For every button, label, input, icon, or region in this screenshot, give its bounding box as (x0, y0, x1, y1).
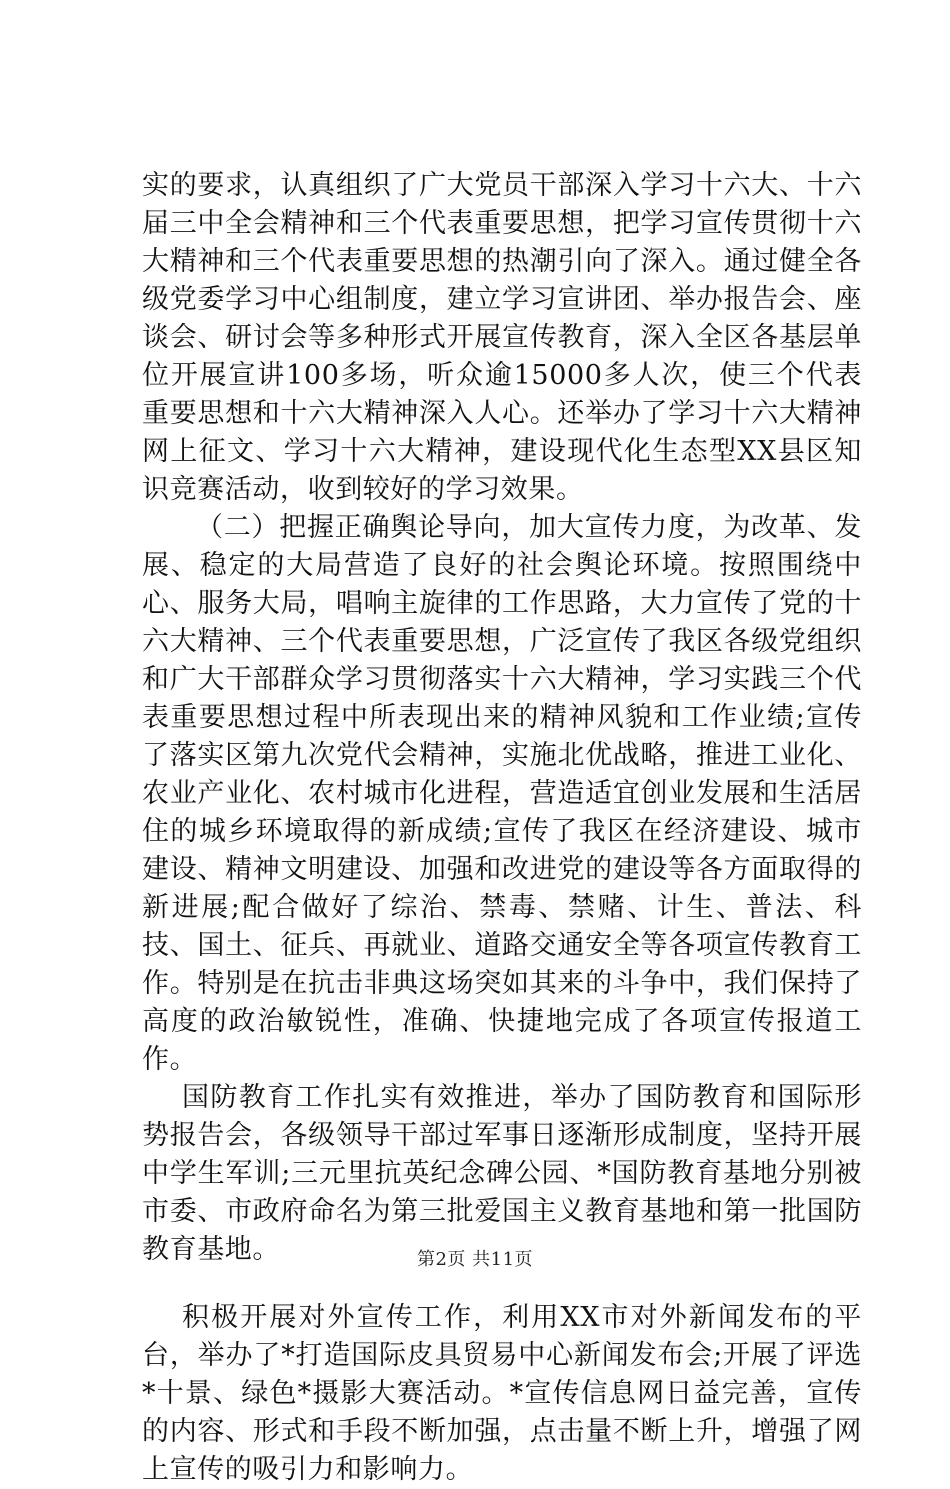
document-body (142, 167, 862, 1489)
paragraph-external-publicity: 积极开展对外宣传工作，利用XX市对外新闻发布的平台，举办了*打造国际皮具贸易中心新闻发布会;开展了评选*十景、绿色*摄影大赛活动。*宣传信息网日益完善，宣传的内容、形式和手段不断加强，点击量不断上升，增强了网上宣传的吸引力和影响力。 (142, 1302, 862, 1485)
paragraph-section-two: （二）把握正确舆论导向，加大宣传力度，为改革、发展、稳定的大局营造了良好的社会舆论环境。按照围绕中心、服务大局，唱响主旋律的工作思路，大力宣传了党的十六大精神、三个代表重要思想，广泛宣传了我区各级党组织和广大干部群众学习贯彻落实十六大精神，学习实践三个代表重要思想过程中所表现出来的精神风貌和工作业绩;宣传了落实区第九次党代会精神，实施北优战略，推进工业化、农业产业化、农村城市化进程，营造适宜创业发展和生活居住的城乡环境取得的新成绩;宣传了我区在经济建设、城市建设、精神文明建设、加强和改进党的建设等各方面取得的新进展;配合做好了综治、禁毒、禁赌、计生、普法、科技、国土、征兵、再就业、道路交通安全等各项宣传教育工作。特别是在抗击非典这场突如其来的斗争中，我们保持了高度的政治敏锐性，准确、快捷地完成了各项宣传报道工作。 (142, 512, 862, 1075)
paragraph-continuation: 实的要求，认真组织了广大党员干部深入学习十六大、十六届三中全会精神和三个代表重要思想，把学习宣传贯彻十六大精神和三个代表重要思想的热潮引向了深入。通过健全各级党委学习中心组制度，建立学习宣讲团、举办报告会、座谈会、研讨会等多种形式开展宣传教育，深入全区各基层单位开展宣讲100多场，听众逾15000多人次，使三个代表重要思想和十六大精神深入人心。还举办了学习十六大精神网上征文、学习十六大精神，建设现代化生态型XX县区知识竞赛活动，收到较好的学习效果。 (142, 170, 862, 505)
page-number-footer: 第2页 共11页 (416, 1249, 534, 1270)
paragraph-national-defense: 国防教育工作扎实有效推进，举办了国防教育和国际形势报告会，各级领导干部过军事日逐渐形成制度，坚持开展中学生军训;三元里抗英纪念碑公园、*国防教育基地分别被市委、市政府命名为第三批爱国主义教育基地和第一批国防教育基地。 (142, 1082, 862, 1265)
